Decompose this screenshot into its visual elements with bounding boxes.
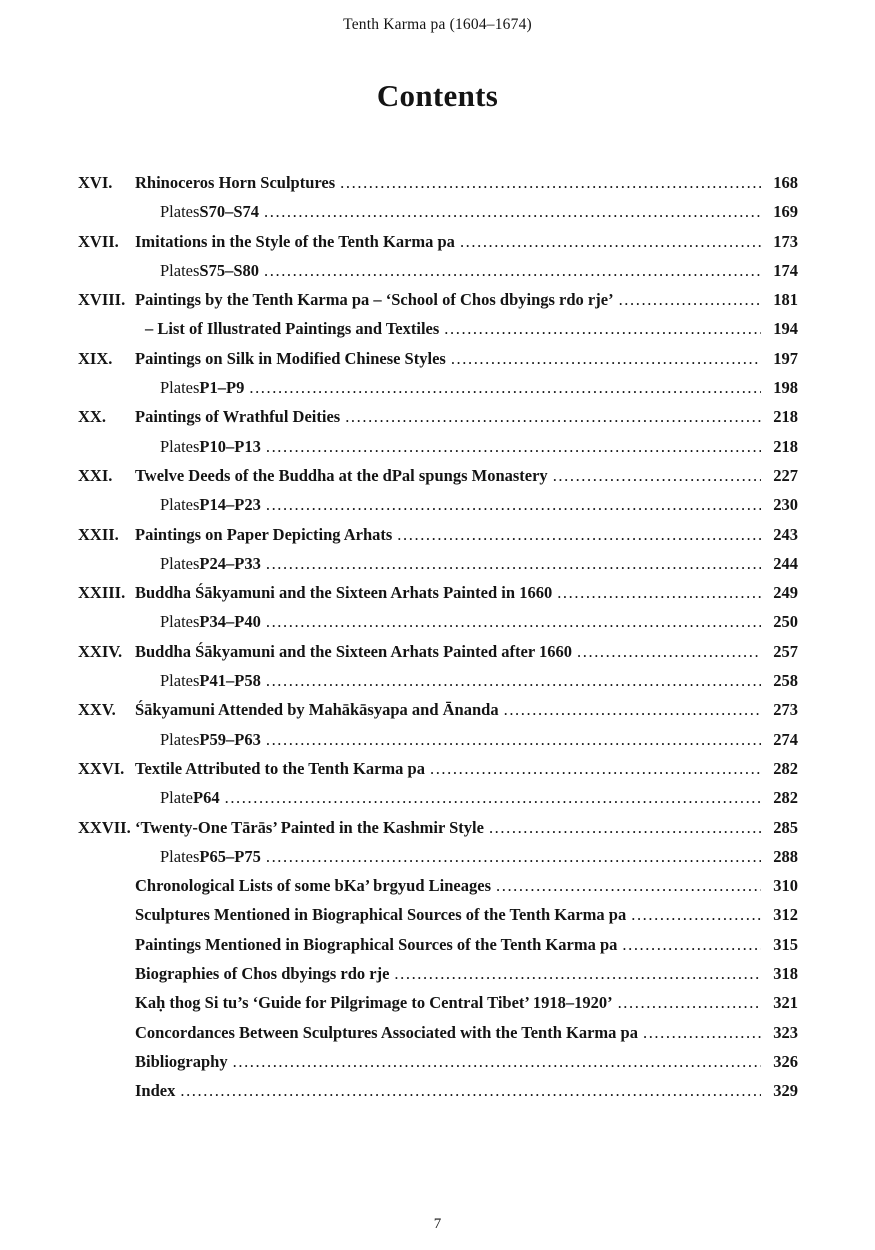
dot-leader (266, 549, 761, 578)
toc-entry (78, 285, 798, 314)
toc-entry-page: 323 (773, 1022, 798, 1042)
toc-entry-title: Buddha Śākyamuni and the Sixteen Arhats Painted after 1660 (135, 641, 573, 661)
dot-leader (266, 725, 761, 754)
toc-entry (78, 842, 798, 871)
toc-entry-page: 218 (773, 407, 798, 427)
toc-entry (78, 578, 798, 607)
toc-entry-page: 227 (773, 465, 798, 485)
dot-leader (340, 168, 761, 197)
toc-entry-content (135, 1018, 798, 1047)
toc-entry-title: – List of Illustrated Paintings and Textiles (145, 319, 440, 339)
toc-entry-numeral: XXIII. (78, 583, 126, 603)
dot-leader (577, 637, 761, 666)
toc-entry-title: Bibliography (135, 1051, 228, 1071)
dot-leader (430, 754, 761, 783)
toc-entry-page: 230 (773, 495, 798, 515)
toc-entry-prefix: Plates (160, 846, 200, 866)
toc-entry (78, 314, 798, 343)
dot-leader (451, 344, 761, 373)
toc-entry-content (135, 168, 798, 197)
toc-entry-page: 257 (773, 641, 798, 661)
toc-entry (78, 988, 798, 1017)
toc-entry (78, 1076, 798, 1105)
toc-entry-prefix: Plates (160, 378, 200, 398)
toc-entry-page: 173 (773, 231, 798, 251)
toc-entry-title: ‘Twenty-One Tārās’ Painted in the Kashmir Style (135, 817, 484, 837)
dot-leader (266, 607, 761, 636)
dot-leader (619, 285, 761, 314)
toc-entry (78, 344, 798, 373)
toc-entry (78, 959, 798, 988)
toc-entry-title: Paintings Mentioned in Biographical Sources of the Tenth Karma pa (135, 934, 618, 954)
toc-entry-page: 282 (773, 758, 798, 778)
dot-leader (249, 373, 761, 402)
dot-leader (460, 227, 761, 256)
toc-entry-prefix: Plates (160, 436, 200, 456)
toc-entry-prefix: Plates (160, 553, 200, 573)
footer-page-number: 7 (433, 1216, 442, 1232)
toc-list (78, 168, 798, 1106)
toc-entry-numeral: XXVII. (78, 817, 131, 837)
toc-entry-content (145, 314, 798, 343)
toc-entry-page: 218 (773, 436, 798, 456)
toc-entry-numeral: XXV. (78, 700, 116, 720)
toc-entry-page: 285 (773, 817, 798, 837)
toc-entry (78, 930, 798, 959)
dot-leader (233, 1047, 761, 1076)
toc-entry-page: 244 (773, 553, 798, 573)
toc-entry-content (135, 520, 798, 549)
toc-entry-content (135, 1047, 798, 1076)
toc-entry-numeral: XVIII. (78, 290, 126, 310)
toc-entry-page: 198 (773, 378, 798, 398)
toc-entry (78, 1018, 798, 1047)
toc-entry-title: Buddha Śākyamuni and the Sixteen Arhats Painted in 1660 (135, 583, 553, 603)
toc-entry (78, 227, 798, 256)
toc-entry-title: Paintings on Silk in Modified Chinese Styles (135, 348, 446, 368)
toc-entry (78, 871, 798, 900)
toc-entry-content (135, 461, 798, 490)
toc-entry-title: Concordances Between Sculptures Associated with the Tenth Karma pa (135, 1022, 638, 1042)
dot-leader (266, 666, 761, 695)
toc-entry-numeral: XXI. (78, 465, 113, 485)
toc-entry-title: P1–P9 (199, 378, 245, 398)
toc-entry-page: 243 (773, 524, 798, 544)
toc-entry-content (135, 813, 798, 842)
toc-entry-content (135, 1076, 798, 1105)
toc-entry-page: 274 (773, 729, 798, 749)
dot-leader (266, 842, 761, 871)
toc-entry-page: 282 (773, 788, 798, 808)
toc-entry-prefix: Plates (160, 612, 200, 632)
toc-entry-numeral: XX. (78, 407, 106, 427)
toc-entry-content (135, 754, 798, 783)
toc-entry-title: Chronological Lists of some bKa’ brgyud Lineages (135, 876, 491, 896)
dot-leader (397, 520, 761, 549)
dot-leader (489, 813, 761, 842)
toc-entry (78, 373, 798, 402)
toc-entry-content (160, 197, 798, 226)
toc-entry-page: 194 (773, 319, 798, 339)
toc-entry (78, 168, 798, 197)
toc-entry-page: 258 (773, 671, 798, 691)
toc-entry-prefix: Plates (160, 729, 200, 749)
running-header: Tenth Karma pa (1604–1674) (343, 16, 532, 33)
toc-entry-page: 168 (773, 173, 798, 192)
dot-leader (643, 1018, 761, 1047)
toc-entry (78, 725, 798, 754)
toc-entry-page: 273 (773, 700, 798, 720)
toc-entry (78, 1047, 798, 1076)
dot-leader (345, 402, 761, 431)
toc-entry-content (160, 783, 798, 812)
toc-entry-title: P41–P58 (199, 671, 261, 691)
toc-entry-content (160, 607, 798, 636)
dot-leader (225, 783, 761, 812)
toc-entry-title: Paintings on Paper Depicting Arhats (135, 524, 393, 544)
toc-entry-content (135, 637, 798, 666)
toc-entry (78, 461, 798, 490)
toc-entry-numeral: XXII. (78, 524, 119, 544)
toc-entry-title: S75–S80 (199, 260, 260, 280)
toc-entry-page: 250 (773, 612, 798, 632)
toc-entry-content (160, 432, 798, 461)
toc-entry-page: 312 (773, 905, 798, 925)
toc-entry (78, 900, 798, 929)
toc-entry-title: P59–P63 (199, 729, 261, 749)
toc-entry (78, 490, 798, 519)
dot-leader (631, 900, 761, 929)
toc-entry (78, 520, 798, 549)
toc-entry-prefix: Plates (160, 202, 200, 222)
dot-leader (266, 432, 761, 461)
toc-entry-content (135, 344, 798, 373)
toc-entry-page: 318 (773, 964, 798, 984)
dot-leader (394, 959, 761, 988)
page-title: Contents (376, 78, 499, 113)
toc-entry-prefix: Plate (160, 788, 193, 808)
toc-entry-prefix: Plates (160, 671, 200, 691)
dot-leader (553, 461, 761, 490)
toc-entry-content (160, 490, 798, 519)
toc-entry-content (135, 988, 798, 1017)
toc-entry-content (135, 578, 798, 607)
toc-entry-title: P10–P13 (199, 436, 261, 456)
dot-leader (180, 1076, 761, 1105)
toc-entry-title: P34–P40 (199, 612, 261, 632)
toc-entry-title: Kaḥ thog Si tu’s ‘Guide for Pilgrimage to Central Tibet’ 1918–1920’ (135, 993, 613, 1013)
toc-entry-title: P14–P23 (199, 495, 261, 515)
toc-entry-title: P24–P33 (199, 553, 261, 573)
toc-entry (78, 695, 798, 724)
dot-leader (557, 578, 761, 607)
dot-leader (264, 256, 761, 285)
toc-entry-content (135, 959, 798, 988)
dot-leader (266, 490, 761, 519)
toc-entry (78, 549, 798, 578)
toc-entry-title: Biographies of Chos dbyings rdo rje (135, 964, 390, 984)
toc-entry (78, 783, 798, 812)
toc-entry-numeral: XVII. (78, 231, 119, 251)
toc-entry-numeral: XIX. (78, 348, 113, 368)
toc-entry-content (160, 842, 798, 871)
toc-entry-title: Imitations in the Style of the Tenth Karma pa (135, 231, 455, 251)
toc-entry-numeral: XXIV. (78, 641, 123, 661)
toc-entry-page: 329 (773, 1081, 798, 1101)
toc-entry-title: Śākyamuni Attended by Mahākāsyapa and Ānanda (135, 700, 499, 720)
toc-entry (78, 813, 798, 842)
toc-entry-page: 326 (773, 1051, 798, 1071)
dot-leader (496, 871, 761, 900)
toc-entry-content (160, 256, 798, 285)
toc-entry (78, 637, 798, 666)
toc-entry-title: Sculptures Mentioned in Biographical Sources of the Tenth Karma pa (135, 905, 627, 925)
toc-entry-page: 249 (773, 583, 798, 603)
toc-entry-title: P65–P75 (199, 846, 261, 866)
toc-entry-page: 321 (773, 993, 798, 1013)
toc-entry-content (135, 285, 798, 314)
toc-entry-page: 181 (773, 290, 798, 310)
toc-entry-content (160, 373, 798, 402)
toc-entry-content (160, 549, 798, 578)
toc-entry (78, 197, 798, 226)
toc-entry (78, 607, 798, 636)
toc-entry (78, 754, 798, 783)
toc-entry-content (135, 900, 798, 929)
toc-entry-prefix: Plates (160, 495, 200, 515)
toc-entry-page: 310 (773, 876, 798, 896)
toc-entry (78, 256, 798, 285)
toc-entry-title: P64 (193, 788, 220, 808)
toc-entry-title: Paintings of Wrathful Deities (135, 407, 341, 427)
toc-entry-page: 197 (773, 348, 798, 368)
toc-entry-content (160, 725, 798, 754)
toc-entry-numeral: XVI. (78, 173, 113, 192)
toc-entry-content (160, 666, 798, 695)
dot-leader (444, 314, 761, 343)
toc-entry-prefix: Plates (160, 260, 200, 280)
toc-entry-title: S70–S74 (199, 202, 260, 222)
toc-entry-content (135, 695, 798, 724)
toc-entry-content (135, 402, 798, 431)
toc-entry-content (135, 930, 798, 959)
toc-entry (78, 432, 798, 461)
toc-entry-title: Rhinoceros Horn Sculptures (135, 173, 336, 192)
toc-entry-content (135, 227, 798, 256)
toc-entry-title: Index (135, 1081, 176, 1101)
toc-entry-title: Paintings by the Tenth Karma pa – ‘School of Chos dbyings rdo rje’ (135, 290, 614, 310)
toc-entry-page: 288 (773, 846, 798, 866)
dot-leader (618, 988, 761, 1017)
toc-entry-page: 315 (773, 934, 798, 954)
toc-entry-content (135, 871, 798, 900)
toc-entry (78, 666, 798, 695)
toc-entry-title: Textile Attributed to the Tenth Karma pa (135, 758, 425, 778)
toc-entry-title: Twelve Deeds of the Buddha at the dPal spungs Monastery (135, 465, 548, 485)
toc-entry (78, 402, 798, 431)
dot-leader (504, 695, 761, 724)
toc-entry-page: 174 (773, 260, 798, 280)
dot-leader (622, 930, 761, 959)
toc-entry-page: 169 (773, 202, 798, 222)
toc-entry-numeral: XXVI. (78, 758, 125, 778)
dot-leader (264, 197, 761, 226)
